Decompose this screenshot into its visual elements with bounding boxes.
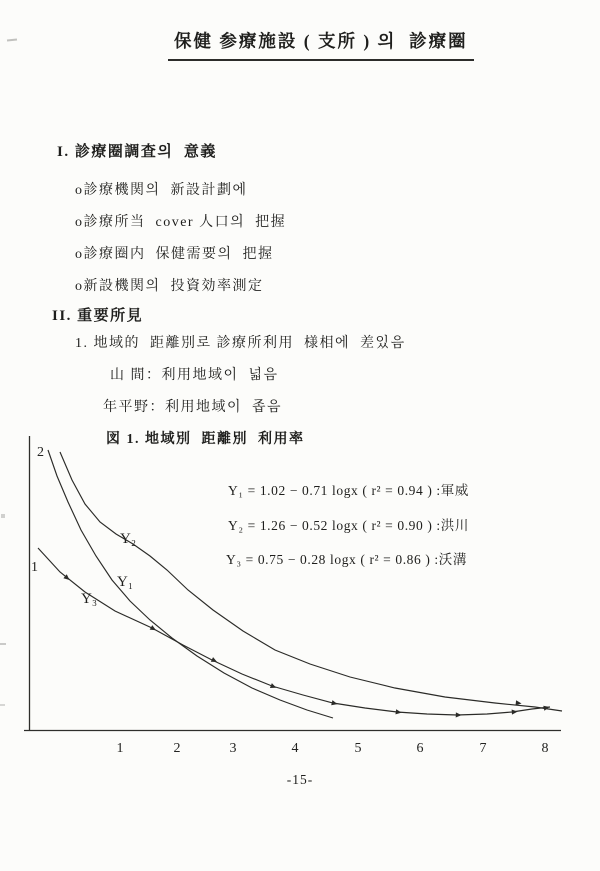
page-number: -15-: [286, 772, 314, 787]
curve-marker-y3: [150, 625, 158, 632]
x-tick-label: 2: [173, 741, 181, 756]
curve-marker-y3: [211, 657, 218, 664]
x-tick-label: 8: [541, 741, 549, 756]
curve-marker-y3: [456, 712, 462, 717]
x-tick-label: 4: [291, 741, 299, 756]
scan-artifact: [7, 38, 17, 41]
mountain-area-line: 山 間：利用地域이 넓음: [110, 368, 279, 383]
figure-caption: 図 1. 地域別 距離別 利用率: [106, 432, 305, 447]
curve-y3: [38, 548, 550, 715]
curve-label-y2: Y₂: [120, 531, 137, 547]
curve-label-y3: Y₃: [81, 591, 98, 607]
x-tick-label: 7: [479, 741, 487, 756]
y-tick-label: 1: [31, 560, 38, 575]
y-tick-label: 2: [37, 445, 44, 460]
equation-y1: Y₁ = 1.02 − 0.71 logx ( r² = 0.94 ) :軍威: [228, 483, 469, 498]
section-2-heading: II. 重要所見: [52, 308, 144, 324]
x-tick-label: 6: [416, 741, 424, 756]
finding-item-1: 1. 地域的 距離別로 診療所利用 様相에 差있음: [75, 336, 406, 351]
page-title: 保健 参療施設 ( 支所 ) 의 診療圈: [168, 31, 474, 61]
x-tick-label: 1: [116, 741, 124, 756]
bullet-investment-efficiency: o新設機関의 投資効率測定: [75, 279, 264, 294]
bullet-health-demand: o診療圈内 保健需要의 把握: [75, 247, 274, 262]
section-1-heading: I. 診療圈調査의 意義: [57, 144, 217, 160]
curve-marker-y3: [512, 709, 518, 715]
equation-y2: Y₂ = 1.26 − 0.52 logx ( r² = 0.90 ) :洪川: [228, 518, 469, 533]
x-tick-label: 3: [229, 741, 237, 756]
curve-label-y1: Y₁: [117, 574, 134, 590]
bullet-new-plan: o診療機関의 新設計劃에: [75, 183, 248, 198]
equation-y3: Y₃ = 0.75 − 0.28 logx ( r² = 0.86 ) :沃溝: [226, 552, 467, 567]
bullet-cover-population: o診療所当 cover 人口의 把握: [75, 215, 287, 230]
x-tick-label: 5: [354, 741, 362, 756]
plain-area-line: 年平野：利用地域이 좁음: [103, 400, 283, 415]
